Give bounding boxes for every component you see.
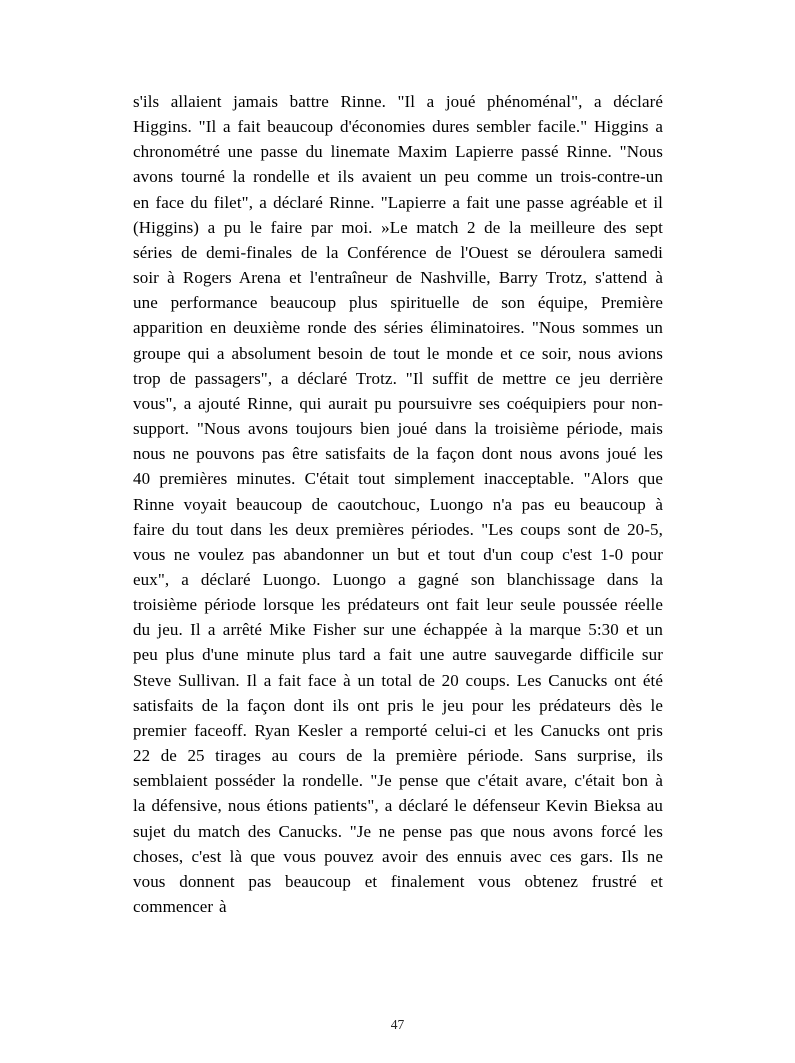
body-text-paragraph: s'ils allaient jamais battre Rinne. "Il a joué phénoménal", a déclaré Higgins. "Il a fait beaucoup d'économies dures sembler facile." Higgins a chronométré une passe du linemate Maxim Lapierre passé Rinne. "Nous avons tourné la rondelle et ils avaient un peu comme un trois-contre-un en face du filet", a déclaré Rinne. "Lapierre a fait une passe agréable et il (Higgins) a pu le faire par moi. »Le match 2 de la meilleure des sept séries de demi-finales de la Conférence de l'Ouest se déroulera samedi soir à Rogers Arena et l'entraîneur de Nashville, Barry Trotz, s'attend à une performance beaucoup plus spirituelle de son équipe, Première apparition en deuxième ronde des séries éliminatoires. "Nous sommes un groupe qui a absolument besoin de tout le monde et ce soir, nous avions trop de passagers", a déclaré Trotz. "Il suffit de mettre ce jeu derrière vous", a ajouté Rinne, qui aurait pu poursuivre ses coéquipiers pour non-support. "Nous avons toujours bien joué dans la troisième période, mais nous ne pouvons pas être satisfaits de la façon dont nous avons joué les 40 premières minutes. C'était tout simplement inacceptable. "Alors que Rinne voyait beaucoup de caoutchouc, Luongo n'a pas eu beaucoup à faire du tout dans les deux premières périodes. "Les coups sont de 20-5, vous ne voulez pas abandonner un but et tout d'un coup c'est 1-0 pour eux", a déclaré Luongo. Luongo a gagné son blanchissage dans la troisième période lorsque les prédateurs ont fait leur seule poussée réelle du jeu. Il a arrêté Mike Fisher sur une échappée à la marque 5:30 et un peu plus d'une minute plus tard a fait une autre sauvegarde difficile sur Steve Sullivan. Il a fait face à un total de 20 coups. Les Canucks ont été satisfaits de la façon dont ils ont pris le jeu pour les prédateurs dès le premier faceoff. Ryan Kesler a remporté celui-ci et les Canucks ont pris 22 de 25 tirages au cours de la première période. Sans surprise, ils semblaient posséder la rondelle. "Je pense que c'était avare, c'était bon à la défensive, nous étions patients", a déclaré le défenseur Kevin Bieksa au sujet du match des Canucks. "Je ne pense pas que nous avons forcé les choses, c'est là que vous pouvez avoir des ennuis avec ces gars. Ils ne vous donnent pas beaucoup et finalement vous obtenez frustré et commencer à — [133, 92, 663, 916]
page-number: 47 — [390, 1017, 405, 1032]
